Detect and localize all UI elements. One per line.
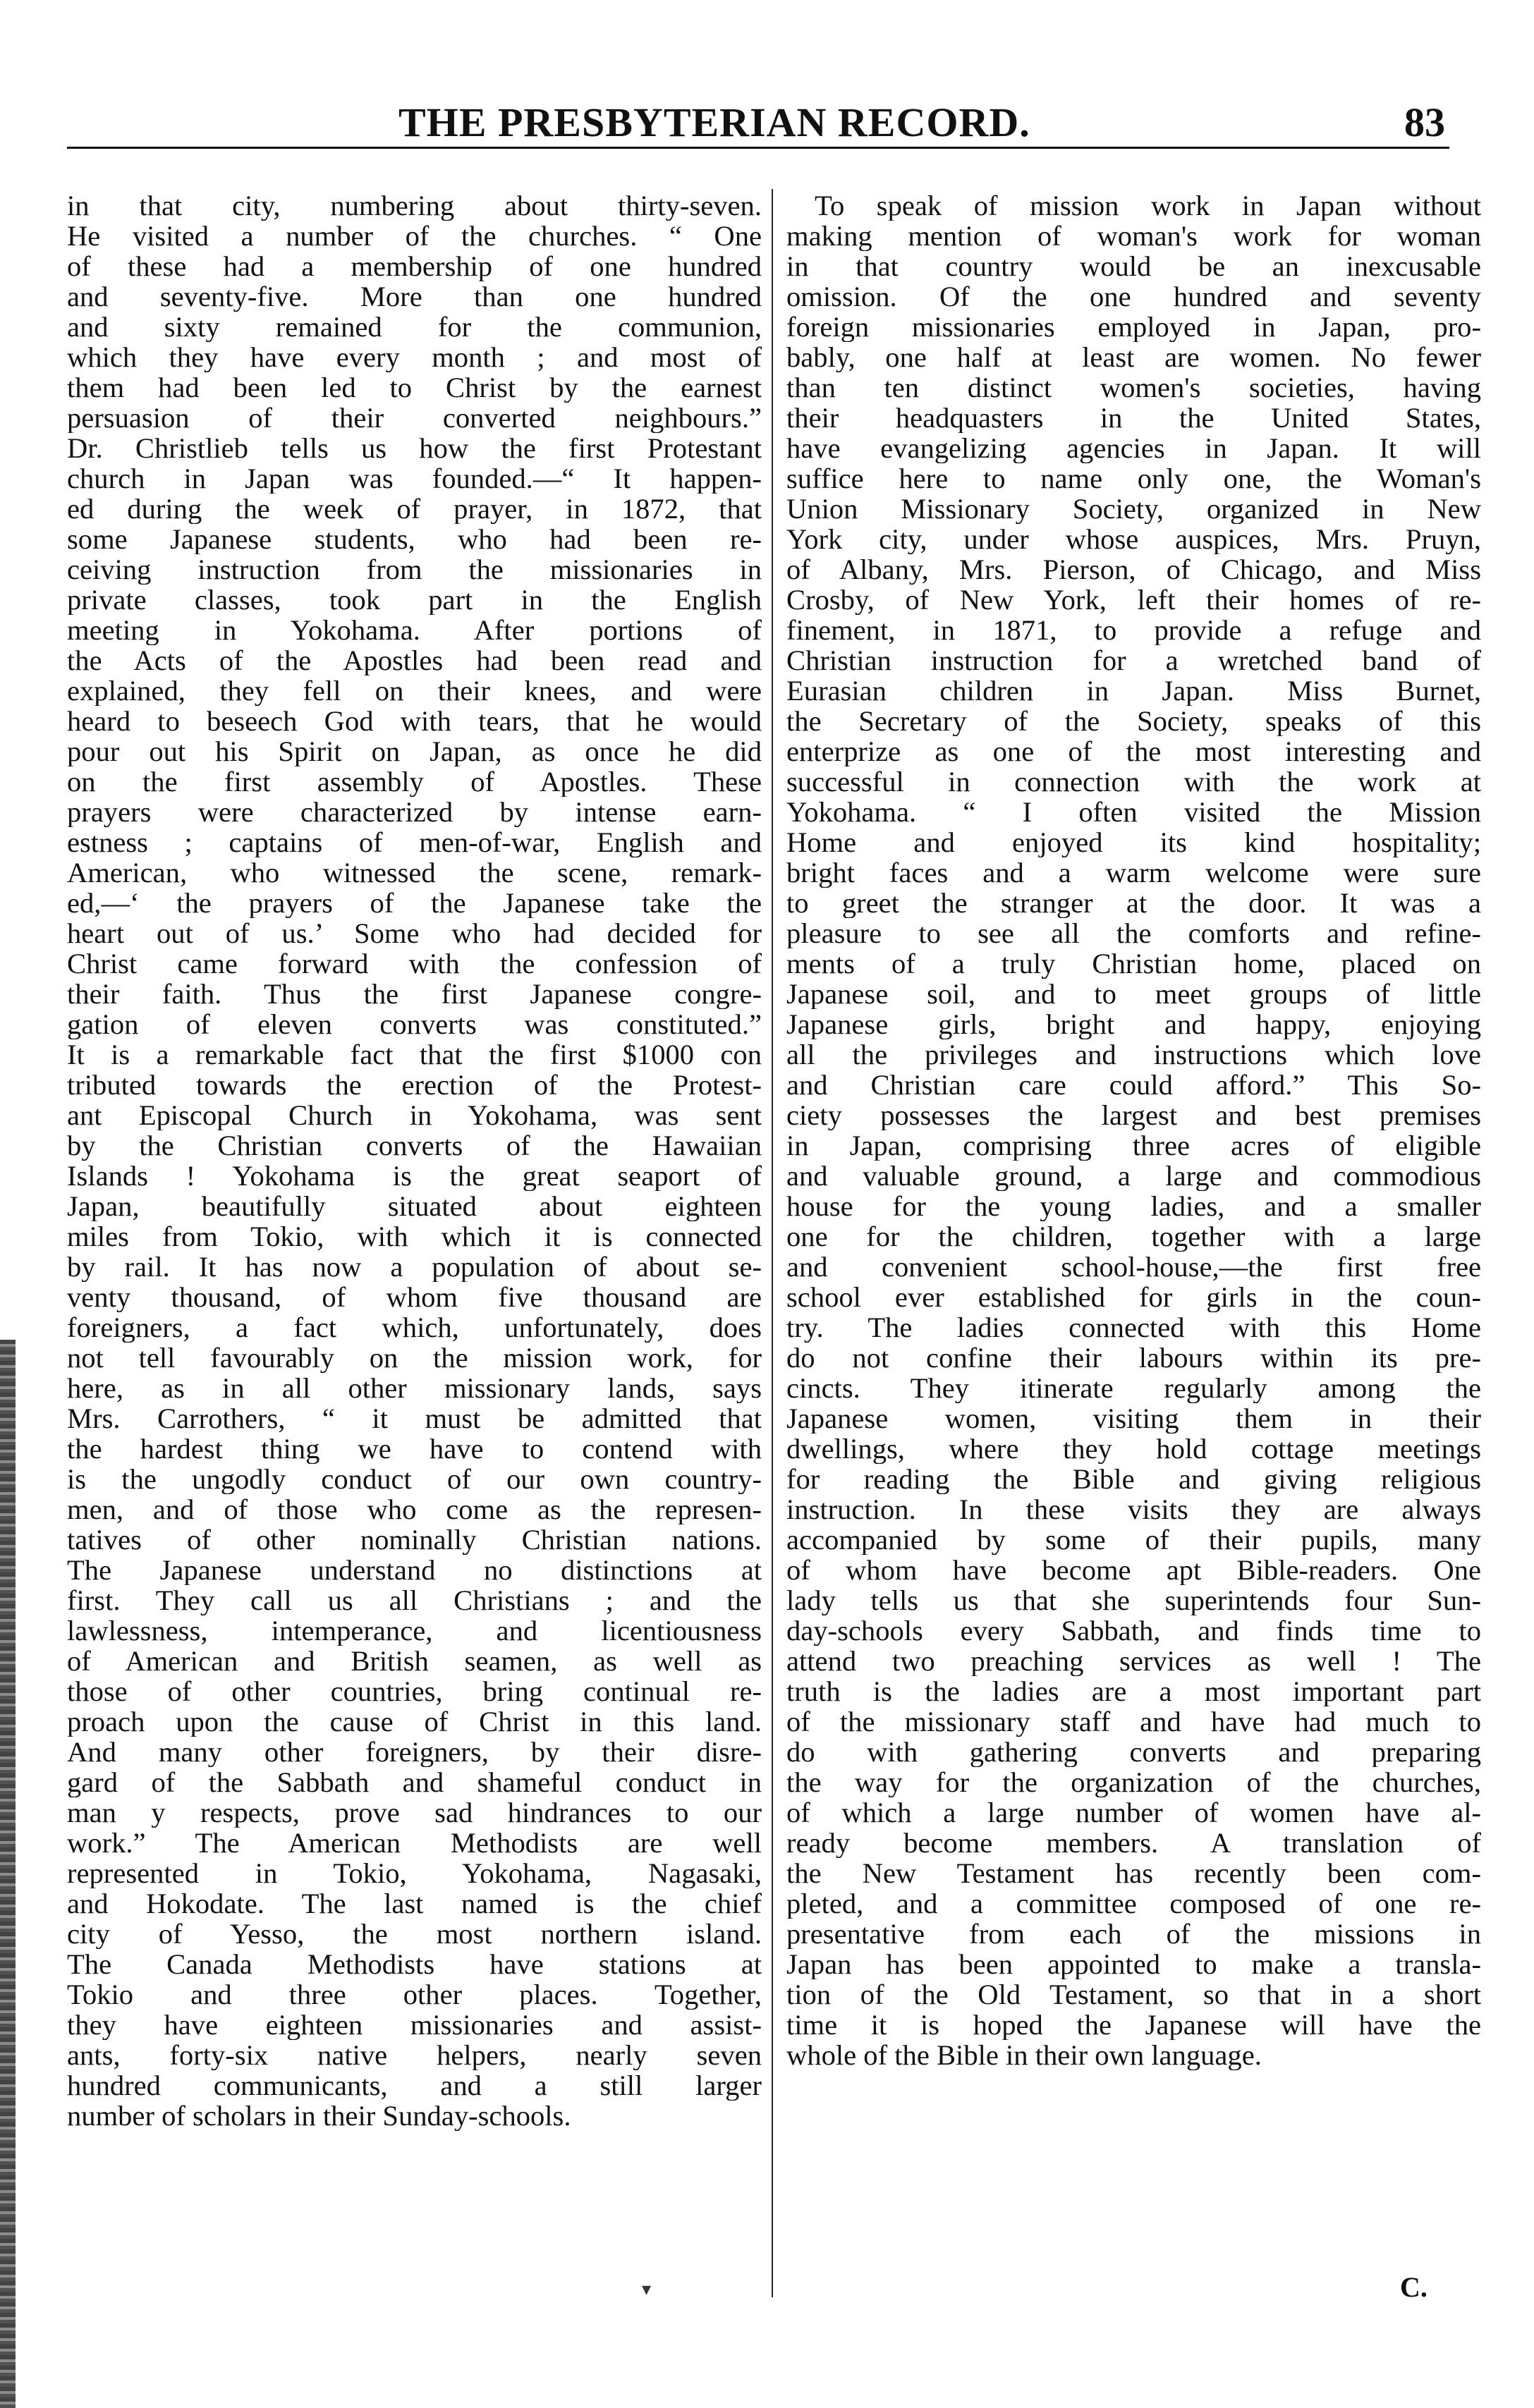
text-line: represented in Tokio, Yokohama, Nagasaki,: [67, 1858, 762, 1888]
text-line: Tokio and three other places. Together,: [67, 1979, 762, 2010]
text-line: bright faces and a warm welcome were sure: [786, 857, 1481, 888]
text-line: time it is hoped the Japanese will have the: [786, 2010, 1481, 2040]
text-line: ciety possesses the largest and best premises: [786, 1100, 1481, 1130]
page-edge-shadow: [0, 1340, 16, 2408]
text-line: cincts. They itinerate regularly among the: [786, 1373, 1481, 1403]
text-line: American, who witnessed the scene, remark-: [67, 857, 762, 888]
text-line: their faith. Thus the first Japanese congre-: [67, 979, 762, 1009]
text-line: ed during the week of prayer, in 1872, that: [67, 494, 762, 524]
text-line: man y respects, prove sad hindrances to our: [67, 1797, 762, 1828]
text-line: tion of the Old Testament, so that in a short: [786, 1979, 1481, 2010]
text-line: have evangelizing agencies in Japan. It will: [786, 433, 1481, 463]
text-line: of Albany, Mrs. Pierson, of Chicago, and Miss: [786, 554, 1481, 585]
text-line: number of scholars in their Sunday-schools.: [67, 2101, 571, 2131]
text-line: He visited a number of the churches. “ One: [67, 221, 762, 251]
text-line: Home and enjoyed its kind hospitality;: [786, 827, 1481, 857]
text-line: first. They call us all Christians ; and the: [67, 1585, 762, 1615]
text-line: Union Missionary Society, organized in New: [786, 494, 1481, 524]
print-mark: ▾: [642, 2279, 652, 2300]
text-line: ed,—‘ the prayers of the Japanese take the: [67, 888, 762, 918]
text-line: ready become members. A translation of: [786, 1828, 1481, 1858]
text-line: they have eighteen missionaries and assist-: [67, 2010, 762, 2040]
text-line: heard to beseech God with tears, that he would: [67, 706, 762, 736]
text-line: men, and of those who come as the represen-: [67, 1494, 762, 1524]
text-line: them had been led to Christ by the earnest: [67, 372, 762, 403]
text-line: Islands ! Yokohama is the great seaport of: [67, 1161, 762, 1191]
text-line: persuasion of their converted neighbours.”: [67, 403, 762, 433]
text-line: ceiving instruction from the missionaries in: [67, 554, 762, 585]
text-line: the way for the organization of the churches,: [786, 1767, 1481, 1797]
text-line: accompanied by some of their pupils, many: [786, 1524, 1481, 1555]
publication-title: THE PRESBYTERIAN RECORD.: [398, 99, 1030, 145]
text-line: Christ came forward with the confession of: [67, 948, 762, 979]
text-line: Japan has been appointed to make a transla-: [786, 1949, 1481, 1979]
text-line: their headquasters in the United States,: [786, 403, 1481, 433]
text-line: tributed towards the erection of the Protest-: [67, 1070, 762, 1100]
text-line: the Secretary of the Society, speaks of this: [786, 706, 1481, 736]
text-line: bably, one half at least are women. No fewer: [786, 342, 1481, 372]
text-line: whole of the Bible in their own language.: [786, 2040, 1262, 2070]
text-line: It is a remarkable fact that the first $1000 con: [67, 1039, 762, 1070]
text-line: omission. Of the one hundred and seventy: [786, 281, 1481, 312]
text-line: some Japanese students, who had been re-: [67, 524, 762, 554]
text-line: venty thousand, of whom five thousand are: [67, 1282, 762, 1312]
text-line: Japan, beautifully situated about eighteen: [67, 1191, 762, 1221]
text-line: Japanese women, visiting them in their: [786, 1403, 1481, 1434]
text-line: truth is the ladies are a most important part: [786, 1676, 1481, 1706]
text-line: miles from Tokio, with which it is connected: [67, 1221, 762, 1252]
text-line: of the missionary staff and have had much to: [786, 1706, 1481, 1737]
left-text-column: [67, 190, 762, 2131]
text-line: than ten distinct women's societies, having: [786, 372, 1481, 403]
text-line: Japanese soil, and to meet groups of little: [786, 979, 1481, 1009]
text-line: work.” The American Methodists are well: [67, 1828, 762, 1858]
text-line: lawlessness, intemperance, and licentiousness: [67, 1615, 762, 1646]
text-line: the hardest thing we have to contend with: [67, 1434, 762, 1464]
text-line: presentative from each of the missions in: [786, 1919, 1481, 1949]
text-line: Crosby, of New York, left their homes of re-: [786, 585, 1481, 615]
text-line: tatives of other nominally Christian nations.: [67, 1524, 762, 1555]
text-line: successful in connection with the work at: [786, 766, 1481, 797]
text-line: all the privileges and instructions which love: [786, 1039, 1481, 1070]
text-line: Christian instruction for a wretched band of: [786, 645, 1481, 676]
text-line: finement, in 1871, to provide a refuge and: [786, 615, 1481, 645]
text-line: York city, under whose auspices, Mrs. Pruyn,: [786, 524, 1481, 554]
text-line: And many other foreigners, by their disre-: [67, 1737, 762, 1767]
text-line: pleted, and a committee composed of one re-: [786, 1888, 1481, 1919]
text-line: pleasure to see all the comforts and refine-: [786, 918, 1481, 948]
text-line: enterprize as one of the most interesting and: [786, 736, 1481, 766]
text-line: ments of a truly Christian home, placed on: [786, 948, 1481, 979]
text-line: do not confine their labours within its pre-: [786, 1343, 1481, 1373]
text-line: those of other countries, bring continual re-: [67, 1676, 762, 1706]
text-line: To speak of mission work in Japan without: [815, 190, 1481, 221]
text-line: the Acts of the Apostles had been read and: [67, 645, 762, 676]
text-line: The Japanese understand no distinctions at: [67, 1555, 762, 1585]
text-line: and Hokodate. The last named is the chief: [67, 1888, 762, 1919]
text-line: by the Christian converts of the Hawaiian: [67, 1130, 762, 1161]
text-line: and convenient school-house,—the first free: [786, 1252, 1481, 1282]
text-line: and Christian care could afford.” This So-: [786, 1070, 1481, 1100]
text-line: proach upon the cause of Christ in this land.: [67, 1706, 762, 1737]
text-line: in that city, numbering about thirty-seven.: [67, 190, 762, 221]
text-line: estness ; captains of men-of-war, English and: [67, 827, 762, 857]
text-line: gard of the Sabbath and shameful conduct in: [67, 1767, 762, 1797]
text-line: suffice here to name only one, the Woman's: [786, 463, 1481, 494]
text-line: explained, they fell on their knees, and were: [67, 676, 762, 706]
text-line: for reading the Bible and giving religious: [786, 1464, 1481, 1494]
right-text-column: [786, 190, 1481, 2070]
text-line: gation of eleven converts was constituted.”: [67, 1009, 762, 1039]
text-line: one for the children, together with a large: [786, 1221, 1481, 1252]
text-line: private classes, took part in the English: [67, 585, 762, 615]
column-rule: [772, 189, 773, 2297]
text-line: do with gathering converts and preparing: [786, 1737, 1481, 1767]
text-line: instruction. In these visits they are always: [786, 1494, 1481, 1524]
text-line: lady tells us that she superintends four Sun-: [786, 1585, 1481, 1615]
text-line: here, as in all other missionary lands, says: [67, 1373, 762, 1403]
text-line: Japanese girls, bright and happy, enjoying: [786, 1009, 1481, 1039]
text-line: day-schools every Sabbath, and finds time to: [786, 1615, 1481, 1646]
text-line: pour out his Spirit on Japan, as once he did: [67, 736, 762, 766]
text-line: city of Yesso, the most northern island.: [67, 1919, 762, 1949]
text-line: house for the young ladies, and a smaller: [786, 1191, 1481, 1221]
text-line: ants, forty-six native helpers, nearly seven: [67, 2040, 762, 2070]
text-line: the New Testament has recently been com-: [786, 1858, 1481, 1888]
text-line: foreigners, a fact which, unfortunately, does: [67, 1312, 762, 1343]
text-line: ant Episcopal Church in Yokohama, was sent: [67, 1100, 762, 1130]
text-line: prayers were characterized by intense earn-: [67, 797, 762, 827]
text-line: try. The ladies connected with this Home: [786, 1312, 1481, 1343]
text-line: Dr. Christlieb tells us how the first Protestant: [67, 433, 762, 463]
text-line: school ever established for girls in the coun-: [786, 1282, 1481, 1312]
author-signature: C.: [1400, 2271, 1428, 2303]
text-line: meeting in Yokohama. After portions of: [67, 615, 762, 645]
text-line: dwellings, where they hold cottage meetings: [786, 1434, 1481, 1464]
text-line: to greet the stranger at the door. It was a: [786, 888, 1481, 918]
text-line: foreign missionaries employed in Japan, pro-: [786, 312, 1481, 342]
text-line: and valuable ground, a large and commodious: [786, 1161, 1481, 1191]
text-line: heart out of us.’ Some who had decided for: [67, 918, 762, 948]
text-line: Eurasian children in Japan. Miss Burnet,: [786, 676, 1481, 706]
text-line: making mention of woman's work for woman: [786, 221, 1481, 251]
text-line: by rail. It has now a population of about se-: [67, 1252, 762, 1282]
text-line: of these had a membership of one hundred: [67, 251, 762, 281]
text-line: Mrs. Carrothers, “ it must be admitted that: [67, 1403, 762, 1434]
text-line: in that country would be an inexcusable: [786, 251, 1481, 281]
text-line: is the ungodly conduct of our own country-: [67, 1464, 762, 1494]
text-line: church in Japan was founded.—“ It happen-: [67, 463, 762, 494]
text-line: The Canada Methodists have stations at: [67, 1949, 762, 1979]
running-header: [67, 90, 1449, 149]
page-number: 83: [1404, 99, 1445, 145]
text-line: hundred communicants, and a still larger: [67, 2070, 762, 2101]
text-line: of American and British seamen, as well as: [67, 1646, 762, 1676]
text-line: which they have every month ; and most of: [67, 342, 762, 372]
text-line: of whom have become apt Bible-readers. One: [786, 1555, 1481, 1585]
text-line: attend two preaching services as well ! The: [786, 1646, 1481, 1676]
text-line: on the first assembly of Apostles. These: [67, 766, 762, 797]
text-line: and sixty remained for the communion,: [67, 312, 762, 342]
text-line: and seventy-five. More than one hundred: [67, 281, 762, 312]
text-line: Yokohama. “ I often visited the Mission: [786, 797, 1481, 827]
text-line: not tell favourably on the mission work, for: [67, 1343, 762, 1373]
text-line: in Japan, comprising three acres of eligible: [786, 1130, 1481, 1161]
text-line: of which a large number of women have al-: [786, 1797, 1481, 1828]
